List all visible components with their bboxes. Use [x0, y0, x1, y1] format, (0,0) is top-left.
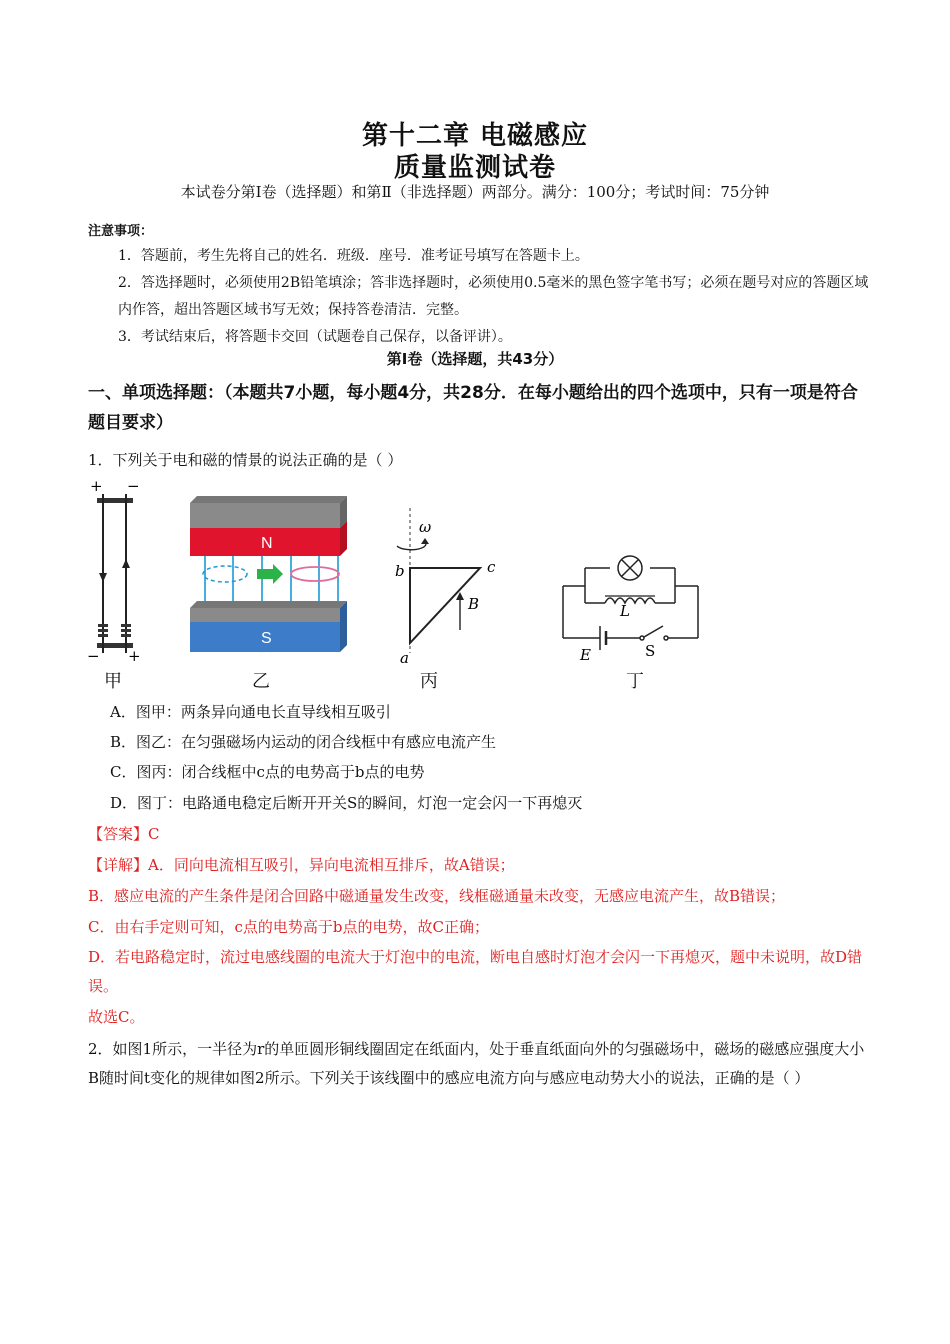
notes-heading: 注意事项：: [88, 224, 154, 239]
s-pole-label: S: [261, 630, 272, 647]
moving-loop: [291, 567, 339, 581]
omega-label: ω: [419, 518, 432, 536]
figure-label: 乙: [252, 671, 270, 692]
dashed-loop: [203, 566, 247, 582]
current-down-arrow: [99, 573, 107, 582]
point-a-label: a: [400, 649, 409, 667]
figure-label: 丁: [626, 671, 644, 692]
note-item: 2．答选择题时，必须使用2B铅笔填涂；答非选择题时，必须使用0.5毫米的黑色签字笔书写；必须在题号对应的答题区域内作答，超出答题区域书写无效；保持答卷清洁．完整。: [118, 275, 869, 318]
point-c-label: c: [487, 558, 496, 576]
question-1-stem: 1．下列关于电和磁的情景的说法正确的是（ ）: [88, 451, 403, 469]
figure-bing: [395, 508, 496, 667]
detail-line: C．由右手定则可知，c点的电势高于b点的电势，故C正确；: [88, 918, 489, 936]
detail-line: D．若电路稳定时，流过电感线圈的电流大于灯泡中的电流，断电自感时灯泡才会闪一下再熄灭，题中未说明，故D错误。: [88, 948, 863, 995]
exam-info: 本试卷分第Ⅰ卷（选择题）和第Ⅱ（非选择题）两部分。满分：100分；考试时间：75分钟: [180, 183, 770, 201]
answer: 【答案】C: [88, 825, 160, 843]
emf-label: E: [580, 646, 591, 664]
figure-label: 丙: [420, 671, 438, 692]
detail-line: 【详解】A．同向电流相互吸引，异向电流相互排斥，故A错误；: [88, 856, 515, 874]
field-b-label: B: [468, 595, 480, 613]
question-1-figures: [85, 478, 725, 693]
note-item: 3．考试结束后，将答题卡交回（试题卷自己保存，以备评讲）。: [118, 329, 512, 345]
figure-label: 甲: [104, 671, 122, 692]
figure-ding: [563, 556, 698, 650]
option-b: B．图乙：在匀强磁场内运动的闭合线框中有感应电流产生: [110, 733, 497, 751]
detail-line: 故选C。: [88, 1008, 145, 1026]
n-pole-label: N: [261, 535, 273, 552]
inductor-coil: [605, 598, 655, 603]
minus-sign: −: [87, 647, 100, 665]
option-d: D．图丁：电路通电稳定后断开开关S的瞬间，灯泡一定会闪一下再熄灭: [110, 794, 583, 812]
motion-arrow-icon: [257, 564, 283, 584]
switch-label: S: [645, 642, 656, 660]
question-2-stem: 2．如图1所示，一半径为r的单匝圆形铜线圈固定在纸面内，处于垂直纸面向外的匀强磁场中，磁场的磁感应强度大小B随时间t变化的规律如图2所示。下列关于该线圈中的感应电流方向与感应电动势大小的说法，正确的是（ ）: [88, 1040, 865, 1087]
figure-jia: [87, 478, 141, 665]
option-a: A．图甲：两条异向通电长直导线相互吸引: [110, 703, 391, 721]
plus-sign: +: [90, 478, 103, 495]
plus-sign: +: [128, 647, 141, 665]
switch-lever: [644, 626, 663, 637]
magnet-n-top: [190, 503, 340, 528]
figure-yi: [190, 496, 347, 652]
current-up-arrow: [122, 559, 130, 568]
minus-sign: −: [127, 478, 140, 495]
chapter-title: 第十二章 电磁感应: [361, 121, 589, 151]
part-heading: 一、单项选择题：（本题共7小题，每小题4分，共28分．在每小题给出的四个选项中，只有一项是符合题目要求）: [88, 383, 858, 433]
inductor-label: L: [620, 602, 630, 620]
point-b-label: b: [395, 562, 405, 580]
option-c: C．图丙：闭合线框中c点的电势高于b点的电势: [110, 763, 425, 781]
detail-line: B．感应电流的产生条件是闭合回路中磁通量发生改变，线框磁通量未改变，无感应电流产生，故B错误；: [88, 887, 786, 905]
section-title: 第Ⅰ卷（选择题，共43分）: [386, 350, 564, 368]
note-item: 1．答题前，考生先将自己的姓名．班级．座号．准考证号填写在答题卡上。: [118, 248, 589, 264]
exam-title: 质量监测试卷: [393, 153, 556, 183]
